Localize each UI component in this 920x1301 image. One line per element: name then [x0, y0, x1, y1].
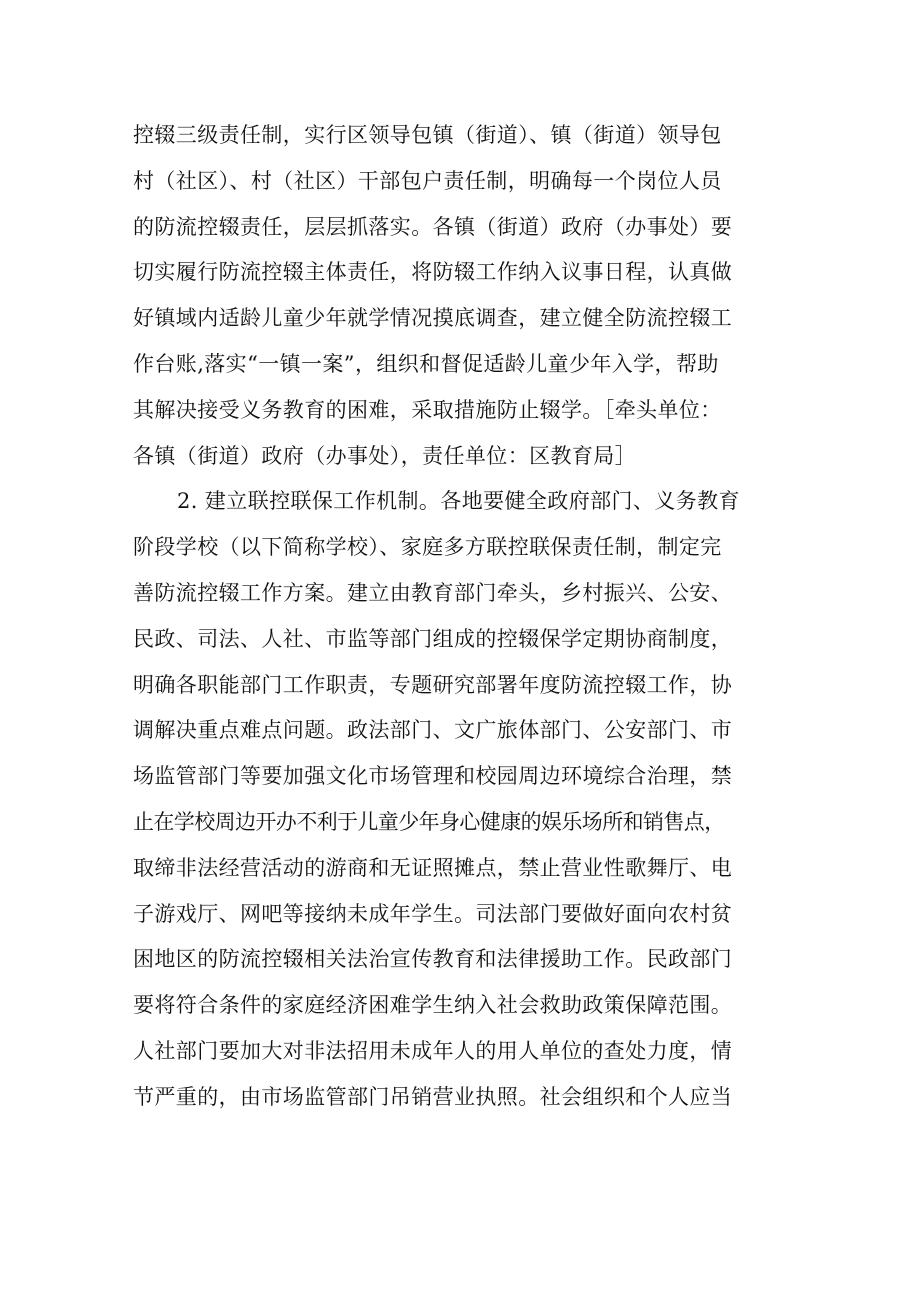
text-line: 场监管部门等要加强文化市场管理和校园周边环境综合治理，禁 [133, 764, 733, 789]
text-line: 人社部门要加大对非法招用未成年人的用人单位的查处力度，情 [133, 1038, 733, 1063]
text-line: 困地区的防流控辍相关法治宣传教育和法律援助工作。民政部门 [133, 947, 733, 972]
text-line: 控辍三级责任制，实行区领导包镇（街道）、镇（街道）领导包 [133, 123, 722, 147]
text-line: 调解决重点难点问题。政法部门、文广旅体部门、公安部门、市 [133, 718, 733, 743]
text-line: 子游戏厅、网吧等接纳未成年学生。司法部门要做好面向农村贫 [133, 901, 733, 926]
text-line: 止在学校周边开办不利于儿童少年身心健康的娱乐场所和销售点， [133, 809, 725, 834]
text-line: 作台账,落实“一镇一案”，组织和督促适龄儿童少年入学，帮助 [133, 351, 719, 376]
text-line: 村（社区）、村（社区）干部包户责任制，明确每一个岗位人员 [133, 168, 722, 193]
text-line: 阶段学校（以下简称学校）、家庭多方联控联保责任制，制定完 [133, 535, 722, 560]
text-line: 取缔非法经营活动的游商和无证照摊点，禁止营业性歌舞厅、电 [133, 855, 733, 880]
paragraph-heading-line: 2. 建立联控联保工作机制。各地要健全政府部门、义务教育 [177, 489, 740, 514]
text-line: 要将符合条件的家庭经济困难学生纳入社会救助政策保障范围。 [133, 993, 733, 1018]
text-line: 的防流控辍责任，层层抓落实。各镇（街道）政府（办事处）要 [133, 214, 733, 239]
text-line: 其解决接受义务教育的困难，采取措施防止辍学。［牵头单位： [133, 397, 722, 422]
text-line: 好镇域内适龄儿童少年就学情况摸底调查，建立健全防流控辍工 [133, 306, 733, 331]
body-text [133, 113, 793, 1121]
text-line: 各镇（街道）政府（办事处），责任单位：区教育局］ [133, 443, 637, 468]
text-line: 明确各职能部门工作职责，专题研究部署年度防流控辍工作，协 [133, 672, 733, 697]
text-line: 切实履行防流控辍主体责任，将防辍工作纳入议事日程，认真做 [133, 260, 733, 285]
text-line: 节严重的，由市场监管部门吊销营业执照。社会组织和个人应当 [133, 1084, 733, 1109]
text-line: 民政、司法、人社、市监等部门组成的控辍保学定期协商制度， [133, 626, 733, 651]
text-line: 善防流控辍工作方案。建立由教育部门牵头，乡村振兴、公安、 [133, 580, 733, 605]
